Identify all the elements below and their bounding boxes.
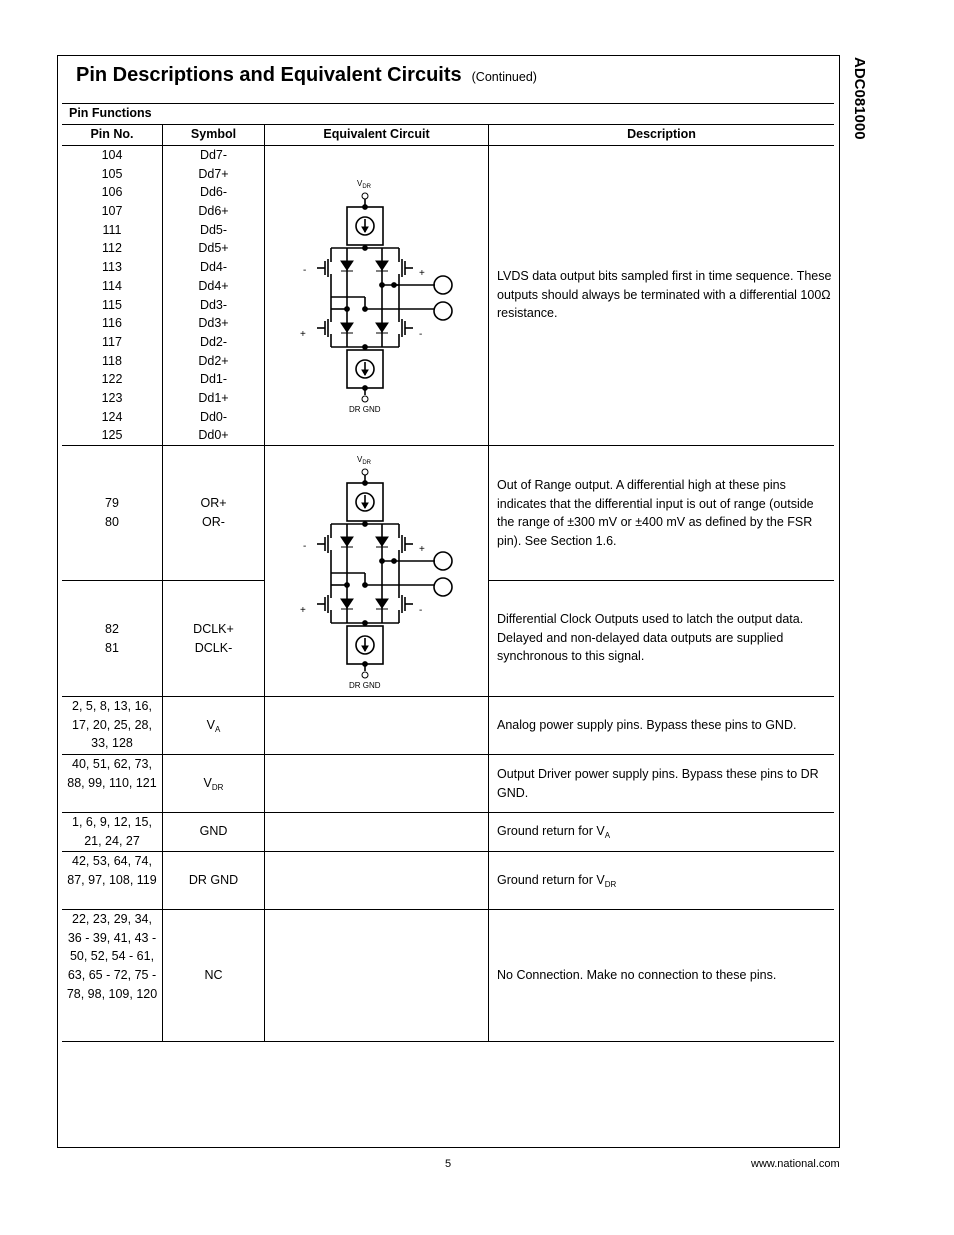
pin-symbol: Dd2- xyxy=(199,334,228,349)
pin-number: 112 xyxy=(102,241,122,256)
nc-description: No Connection. Make no connection to these pins. xyxy=(497,968,777,982)
column-header-circuit: Equivalent Circuit xyxy=(323,127,430,141)
row-rule xyxy=(62,1041,834,1042)
dclk-pin-list xyxy=(62,620,162,657)
pin-symbol: Dd3+ xyxy=(198,316,229,331)
pin-number: 125 xyxy=(101,428,123,443)
part-number-side-label: ADC081000 xyxy=(851,57,868,140)
pin-number: 114 xyxy=(102,278,122,293)
title-rule xyxy=(62,103,834,104)
pin-number: 116 xyxy=(102,316,122,331)
vdr-label: $V_{DR}$ xyxy=(357,179,372,190)
pin-symbol: Dd0+ xyxy=(198,428,229,443)
pin-symbol: Dd7+ xyxy=(198,166,229,181)
pin-number: 79 xyxy=(105,496,119,510)
pin-symbol: DCLK- xyxy=(194,640,233,655)
drgnd-pin-list: 42, 53, 64, 74, 87, 97, 108, 119 xyxy=(67,854,157,887)
row-rule xyxy=(62,445,834,446)
nc-pin-list: 22, 23, 29, 34, 36 - 39, 41, 43 - 50, 52, 54 - 61, 63, 65 - 72, 75 - 78, 98, 109, 120 xyxy=(66,912,158,1001)
pin-symbol: Dd3- xyxy=(199,297,228,312)
pin-number: 124 xyxy=(101,409,123,424)
lvds-pin-list xyxy=(62,146,162,445)
column-divider xyxy=(488,124,489,1041)
or-dclk-output-circuit-diagram xyxy=(295,451,465,696)
pin-symbol: Dd0- xyxy=(199,409,228,424)
svg-text:+: + xyxy=(419,544,425,555)
pin-functions-label: Pin Functions xyxy=(69,106,152,120)
pin-number: 104 xyxy=(101,148,123,162)
pin-symbol: Dd7- xyxy=(199,148,228,162)
va-pin-list: 2, 5, 8, 13, 16, 17, 20, 25, 28, 33, 128 xyxy=(72,699,152,751)
pin-number: 115 xyxy=(102,297,122,312)
row-rule xyxy=(62,909,834,910)
or-pin-list xyxy=(62,494,162,531)
column-header-pin: Pin No. xyxy=(90,127,134,141)
svg-text:-: - xyxy=(303,541,307,552)
gnd-description: Ground return for $V_A$ xyxy=(497,824,611,840)
nc-symbol: NC xyxy=(204,968,223,982)
column-header-symbol: Symbol xyxy=(190,127,237,141)
pin-number: 80 xyxy=(105,514,119,529)
svg-text:+: + xyxy=(300,605,306,616)
row-rule xyxy=(62,812,834,813)
vdr-symbol: $V_{DR}$ xyxy=(203,776,224,792)
vdr-pin-list: 40, 51, 62, 73, 88, 99, 110, 121 xyxy=(67,757,157,790)
va-description: Analog power supply pins. Bypass these pins to GND. xyxy=(497,718,797,732)
gnd-pin-list: 1, 6, 9, 12, 15, 21, 24, 27 xyxy=(72,815,152,848)
pin-number: 81 xyxy=(105,640,119,655)
pin-symbol: Dd6+ xyxy=(198,204,229,219)
pin-symbol: OR+ xyxy=(200,496,227,510)
row-rule xyxy=(62,696,834,697)
pin-number: 111 xyxy=(102,222,122,237)
dr-gnd-label: DR GND xyxy=(349,681,381,690)
row-rule xyxy=(62,754,834,755)
pin-number: 118 xyxy=(102,353,122,368)
pin-symbol: OR- xyxy=(202,514,225,529)
drgnd-description: Ground return for $V_{DR}$ xyxy=(497,873,617,889)
dclk-symbol-list xyxy=(163,620,264,657)
page-title: Pin Descriptions and Equivalent Circuits (Continued) xyxy=(76,64,537,86)
row-rule xyxy=(62,580,264,581)
svg-text:+: + xyxy=(300,329,306,340)
svg-text:-: - xyxy=(419,329,423,340)
pin-number: 113 xyxy=(102,260,122,275)
gnd-symbol: GND xyxy=(199,824,228,838)
pin-symbol: Dd1- xyxy=(199,372,228,387)
column-header-description: Description xyxy=(627,127,696,141)
or-description: Out of Range output. A differential high at these pins indicates that the differential input is out of range (outside the range of ±300 mV or ±400 mV as defined by the FSR pin). See Section 1.6. xyxy=(497,478,814,549)
pin-number: 123 xyxy=(101,390,123,405)
pin-number: 82 xyxy=(105,622,119,636)
pin-symbol: Dd4+ xyxy=(198,278,229,293)
pin-symbol: Dd2+ xyxy=(198,353,229,368)
page-number: 5 xyxy=(445,1158,452,1170)
header-top-rule xyxy=(62,124,834,125)
pin-number: 107 xyxy=(101,204,123,219)
va-symbol: $V_A$ xyxy=(206,718,221,734)
svg-text:+: + xyxy=(419,268,425,279)
pin-number: 117 xyxy=(102,334,122,349)
pin-symbol: Dd4- xyxy=(199,260,228,275)
column-divider xyxy=(264,124,265,1041)
pin-symbol: DCLK+ xyxy=(193,622,234,636)
or-symbol-list xyxy=(163,494,264,531)
vdr-label: $V_{DR}$ xyxy=(357,455,372,466)
pin-symbol: Dd5+ xyxy=(198,241,229,256)
pin-number: 122 xyxy=(101,372,123,387)
lvds-symbol-list xyxy=(163,146,264,445)
dr-gnd-label: DR GND xyxy=(349,405,381,414)
vdr-description: Output Driver power supply pins. Bypass these pins to DR GND. xyxy=(497,767,819,800)
svg-text:-: - xyxy=(303,265,307,276)
pin-symbol: Dd5- xyxy=(199,222,228,237)
svg-text:-: - xyxy=(419,605,423,616)
footer-website: www.national.com xyxy=(751,1158,840,1170)
lvds-description: LVDS data output bits sampled first in time sequence. These outputs should always be terminated with a differential 100Ω resistance. xyxy=(497,269,832,321)
pin-symbol: Dd1+ xyxy=(198,390,229,405)
continued-note: (Continued) xyxy=(471,70,537,84)
pin-number: 106 xyxy=(101,185,123,200)
pin-symbol: Dd6- xyxy=(199,185,228,200)
drgnd-symbol: DR GND xyxy=(188,873,239,887)
lvds-output-circuit-diagram xyxy=(295,175,465,420)
row-rule xyxy=(488,580,834,581)
dclk-description: Differential Clock Outputs used to latch the output data. Delayed and non-delayed data outputs are supplied synchronous to this signal. xyxy=(497,612,804,664)
pin-number: 105 xyxy=(101,166,123,181)
row-rule xyxy=(62,851,834,852)
